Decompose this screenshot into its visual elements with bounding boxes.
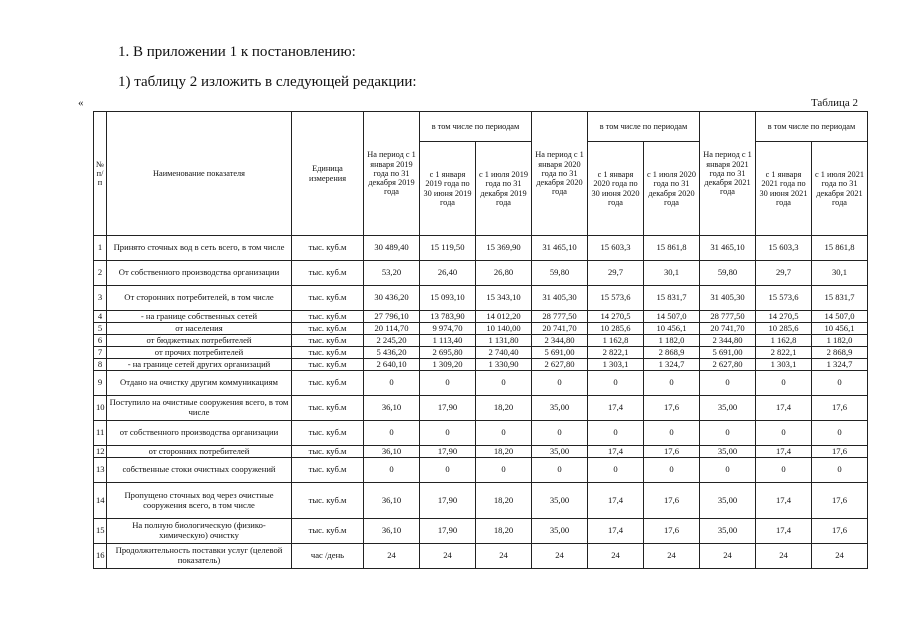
value-cell: 35,00 (700, 396, 756, 421)
value-cell: 28 777,50 (532, 311, 588, 323)
value-cell: 2 245,20 (364, 335, 420, 347)
value-cell: 14 507,0 (644, 311, 700, 323)
value-cell: 30 436,20 (364, 286, 420, 311)
value-cell: 2 695,80 (420, 347, 476, 359)
value-cell: 24 (420, 544, 476, 569)
row-number: 2 (94, 261, 107, 286)
value-cell: 1 324,7 (644, 359, 700, 371)
value-cell: 17,6 (644, 519, 700, 544)
value-cell: 31 405,30 (532, 286, 588, 311)
value-cell: 35,00 (532, 446, 588, 458)
value-cell: 17,6 (644, 396, 700, 421)
value-cell: 0 (588, 458, 644, 483)
value-cell: 1 131,80 (476, 335, 532, 347)
value-cell: 15 573,6 (756, 286, 812, 311)
header-period-2019: На период с 1 января 2019 года по 31 декабря 2019 года (364, 112, 420, 236)
table-row (94, 396, 868, 421)
value-cell: 0 (476, 371, 532, 396)
value-cell: 1 182,0 (644, 335, 700, 347)
table-row (94, 335, 868, 347)
value-cell: 2 740,40 (476, 347, 532, 359)
value-cell: 0 (364, 421, 420, 446)
value-cell: 36,10 (364, 446, 420, 458)
table-row (94, 371, 868, 396)
value-cell: 17,4 (588, 519, 644, 544)
value-cell: 17,6 (812, 396, 868, 421)
value-cell: 20 741,70 (700, 323, 756, 335)
value-cell: 31 465,10 (700, 236, 756, 261)
value-cell: 15 603,3 (756, 236, 812, 261)
value-cell: 2 868,9 (644, 347, 700, 359)
value-cell: 29,7 (588, 261, 644, 286)
value-cell: 1 309,20 (420, 359, 476, 371)
value-cell: 59,80 (700, 261, 756, 286)
header-incl-2021: в том числе по периодам (756, 112, 868, 142)
header-num: № п/п (94, 112, 107, 236)
value-cell: 17,6 (812, 446, 868, 458)
value-cell: 10 456,1 (812, 323, 868, 335)
value-cell: 17,90 (420, 519, 476, 544)
unit-cell: час /день (292, 544, 364, 569)
value-cell: 20 741,70 (532, 323, 588, 335)
value-cell: 15 573,6 (588, 286, 644, 311)
indicator-name: Продолжительность поставки услуг (целевой показатель) (107, 544, 292, 569)
unit-cell: тыс. куб.м (292, 286, 364, 311)
unit-cell: тыс. куб.м (292, 371, 364, 396)
value-cell: 2 822,1 (588, 347, 644, 359)
unit-cell: тыс. куб.м (292, 483, 364, 519)
header-h2-2019: с 1 июля 2019 года по 31 декабря 2019 года (476, 142, 532, 236)
indicator-name: Принято сточных вод в сеть всего, в том числе (107, 236, 292, 261)
value-cell: 15 369,90 (476, 236, 532, 261)
value-cell: 17,6 (644, 483, 700, 519)
value-cell: 35,00 (700, 519, 756, 544)
value-cell: 36,10 (364, 396, 420, 421)
value-cell: 2 627,80 (700, 359, 756, 371)
header-period-2021: На период с 1 января 2021 года по 31 декабря 2021 года (700, 112, 756, 236)
value-cell: 14 507,0 (812, 311, 868, 323)
row-number: 3 (94, 286, 107, 311)
value-cell: 15 861,8 (644, 236, 700, 261)
value-cell: 0 (756, 371, 812, 396)
unit-cell: тыс. куб.м (292, 261, 364, 286)
unit-cell: тыс. куб.м (292, 236, 364, 261)
value-cell: 30,1 (812, 261, 868, 286)
value-cell: 0 (476, 421, 532, 446)
indicator-name: - на границе собственных сетей (107, 311, 292, 323)
value-cell: 35,00 (532, 483, 588, 519)
header-h2-2021: с 1 июля 2021 года по 31 декабря 2021 года (812, 142, 868, 236)
value-cell: 0 (700, 458, 756, 483)
value-cell: 14 270,5 (756, 311, 812, 323)
value-cell: 0 (812, 421, 868, 446)
header-name: Наименование показателя (107, 112, 292, 236)
unit-cell: тыс. куб.м (292, 458, 364, 483)
value-cell: 15 831,7 (812, 286, 868, 311)
value-cell: 0 (756, 458, 812, 483)
unit-cell: тыс. куб.м (292, 323, 364, 335)
row-number: 11 (94, 421, 107, 446)
value-cell: 5 691,00 (700, 347, 756, 359)
value-cell: 5 436,20 (364, 347, 420, 359)
value-cell: 15 093,10 (420, 286, 476, 311)
value-cell: 17,4 (588, 446, 644, 458)
value-cell: 1 324,7 (812, 359, 868, 371)
table-row (94, 236, 868, 261)
value-cell: 36,10 (364, 519, 420, 544)
value-cell: 24 (532, 544, 588, 569)
value-cell: 14 270,5 (588, 311, 644, 323)
row-number: 1 (94, 236, 107, 261)
value-cell: 0 (364, 458, 420, 483)
indicator-name: Пропущено сточных вод через очистные сооружения всего, в том числе (107, 483, 292, 519)
value-cell: 9 974,70 (420, 323, 476, 335)
value-cell: 18,20 (476, 446, 532, 458)
value-cell: 14 012,20 (476, 311, 532, 323)
indicator-name: от бюджетных потребителей (107, 335, 292, 347)
wastewater-table (93, 111, 868, 569)
value-cell: 15 603,3 (588, 236, 644, 261)
value-cell: 18,20 (476, 519, 532, 544)
value-cell: 53,20 (364, 261, 420, 286)
value-cell: 0 (588, 371, 644, 396)
value-cell: 0 (812, 371, 868, 396)
value-cell: 29,7 (756, 261, 812, 286)
value-cell: 17,90 (420, 483, 476, 519)
value-cell: 5 691,00 (532, 347, 588, 359)
value-cell: 0 (644, 458, 700, 483)
amendment-point-1: 1. В приложении 1 к постановлению: (118, 44, 356, 60)
header-h1-2019: с 1 января 2019 года по 30 июня 2019 года (420, 142, 476, 236)
value-cell: 24 (644, 544, 700, 569)
row-number: 12 (94, 446, 107, 458)
table-row (94, 286, 868, 311)
value-cell: 1 162,8 (756, 335, 812, 347)
value-cell: 0 (476, 458, 532, 483)
row-number: 7 (94, 347, 107, 359)
row-number: 6 (94, 335, 107, 347)
row-number: 13 (94, 458, 107, 483)
header-incl-2019: в том числе по периодам (420, 112, 532, 142)
value-cell: 28 777,50 (700, 311, 756, 323)
table-row (94, 311, 868, 323)
value-cell: 30 489,40 (364, 236, 420, 261)
value-cell: 24 (588, 544, 644, 569)
value-cell: 15 119,50 (420, 236, 476, 261)
value-cell: 10 140,00 (476, 323, 532, 335)
value-cell: 59,80 (532, 261, 588, 286)
value-cell: 0 (644, 371, 700, 396)
value-cell: 17,4 (756, 519, 812, 544)
value-cell: 0 (532, 421, 588, 446)
indicator-name: Поступило на очистные сооружения всего, в том числе (107, 396, 292, 421)
unit-cell: тыс. куб.м (292, 359, 364, 371)
row-number: 9 (94, 371, 107, 396)
value-cell: 0 (364, 371, 420, 396)
unit-cell: тыс. куб.м (292, 519, 364, 544)
value-cell: 0 (644, 421, 700, 446)
value-cell: 31 465,10 (532, 236, 588, 261)
value-cell: 24 (756, 544, 812, 569)
value-cell: 0 (420, 371, 476, 396)
value-cell: 30,1 (644, 261, 700, 286)
row-number: 15 (94, 519, 107, 544)
value-cell: 2 640,10 (364, 359, 420, 371)
value-cell: 24 (364, 544, 420, 569)
indicator-name: На полную биологическую (физико-химическую) очистку (107, 519, 292, 544)
indicator-name: собственные стоки очистных сооружений (107, 458, 292, 483)
value-cell: 0 (588, 421, 644, 446)
value-cell: 17,6 (812, 519, 868, 544)
value-cell: 17,90 (420, 446, 476, 458)
value-cell: 17,4 (756, 483, 812, 519)
value-cell: 15 343,10 (476, 286, 532, 311)
value-cell: 35,00 (700, 483, 756, 519)
value-cell: 0 (532, 458, 588, 483)
value-cell: 10 456,1 (644, 323, 700, 335)
value-cell: 20 114,70 (364, 323, 420, 335)
header-h1-2021: с 1 января 2021 года по 30 июня 2021 года (756, 142, 812, 236)
table-row (94, 446, 868, 458)
table-row (94, 261, 868, 286)
value-cell: 17,4 (588, 396, 644, 421)
value-cell: 17,90 (420, 396, 476, 421)
indicator-name: от собственного производства организации (107, 421, 292, 446)
header-period-2020: На период с 1 января 2020 года по 31 декабря 2020 года (532, 112, 588, 236)
opening-quote: « (78, 97, 84, 109)
value-cell: 26,40 (420, 261, 476, 286)
value-cell: 17,6 (812, 483, 868, 519)
indicator-name: От сторонних потребителей, в том числе (107, 286, 292, 311)
header-incl-2020: в том числе по периодам (588, 112, 700, 142)
value-cell: 27 796,10 (364, 311, 420, 323)
value-cell: 1 182,0 (812, 335, 868, 347)
row-number: 14 (94, 483, 107, 519)
table-row (94, 483, 868, 519)
value-cell: 35,00 (700, 446, 756, 458)
value-cell: 17,6 (644, 446, 700, 458)
row-number: 4 (94, 311, 107, 323)
value-cell: 2 344,80 (700, 335, 756, 347)
unit-cell: тыс. куб.м (292, 347, 364, 359)
header-unit: Единица измерения (292, 112, 364, 236)
value-cell: 10 285,6 (588, 323, 644, 335)
value-cell: 17,4 (588, 483, 644, 519)
value-cell: 1 113,40 (420, 335, 476, 347)
value-cell: 2 344,80 (532, 335, 588, 347)
row-number: 8 (94, 359, 107, 371)
table-row (94, 421, 868, 446)
value-cell: 0 (812, 458, 868, 483)
unit-cell: тыс. куб.м (292, 335, 364, 347)
value-cell: 0 (420, 458, 476, 483)
value-cell: 13 783,90 (420, 311, 476, 323)
unit-cell: тыс. куб.м (292, 446, 364, 458)
amendment-subpoint-1: 1) таблицу 2 изложить в следующей редакции: (118, 74, 417, 90)
value-cell: 31 405,30 (700, 286, 756, 311)
table-row (94, 359, 868, 371)
value-cell: 24 (476, 544, 532, 569)
table-row (94, 458, 868, 483)
row-number: 5 (94, 323, 107, 335)
value-cell: 35,00 (532, 519, 588, 544)
value-cell: 15 831,7 (644, 286, 700, 311)
table-row (94, 347, 868, 359)
value-cell: 15 861,8 (812, 236, 868, 261)
table-row (94, 544, 868, 569)
indicator-name: - на границе сетей других организаций (107, 359, 292, 371)
indicator-name: От собственного производства организации (107, 261, 292, 286)
value-cell: 17,4 (756, 396, 812, 421)
value-cell: 1 330,90 (476, 359, 532, 371)
value-cell: 24 (812, 544, 868, 569)
value-cell: 26,80 (476, 261, 532, 286)
value-cell: 0 (700, 371, 756, 396)
value-cell: 2 627,80 (532, 359, 588, 371)
unit-cell: тыс. куб.м (292, 421, 364, 446)
value-cell: 0 (756, 421, 812, 446)
value-cell: 35,00 (532, 396, 588, 421)
unit-cell: тыс. куб.м (292, 311, 364, 323)
indicator-name: от сторонних потребителей (107, 446, 292, 458)
value-cell: 1 303,1 (588, 359, 644, 371)
table-row (94, 323, 868, 335)
indicator-name: от населения (107, 323, 292, 335)
table-row (94, 519, 868, 544)
value-cell: 10 285,6 (756, 323, 812, 335)
indicator-name: от прочих потребителей (107, 347, 292, 359)
unit-cell: тыс. куб.м (292, 396, 364, 421)
value-cell: 2 868,9 (812, 347, 868, 359)
value-cell: 18,20 (476, 483, 532, 519)
table-label: Таблица 2 (810, 97, 858, 109)
indicator-name: Отдано на очистку другим коммуникациям (107, 371, 292, 396)
row-number: 10 (94, 396, 107, 421)
value-cell: 2 822,1 (756, 347, 812, 359)
value-cell: 0 (420, 421, 476, 446)
row-number: 16 (94, 544, 107, 569)
header-h2-2020: с 1 июля 2020 года по 31 декабря 2020 года (644, 142, 700, 236)
value-cell: 18,20 (476, 396, 532, 421)
value-cell: 36,10 (364, 483, 420, 519)
value-cell: 1 162,8 (588, 335, 644, 347)
value-cell: 17,4 (756, 446, 812, 458)
value-cell: 0 (700, 421, 756, 446)
header-h1-2020: с 1 января 2020 года по 30 июня 2020 года (588, 142, 644, 236)
value-cell: 1 303,1 (756, 359, 812, 371)
value-cell: 24 (700, 544, 756, 569)
value-cell: 0 (532, 371, 588, 396)
